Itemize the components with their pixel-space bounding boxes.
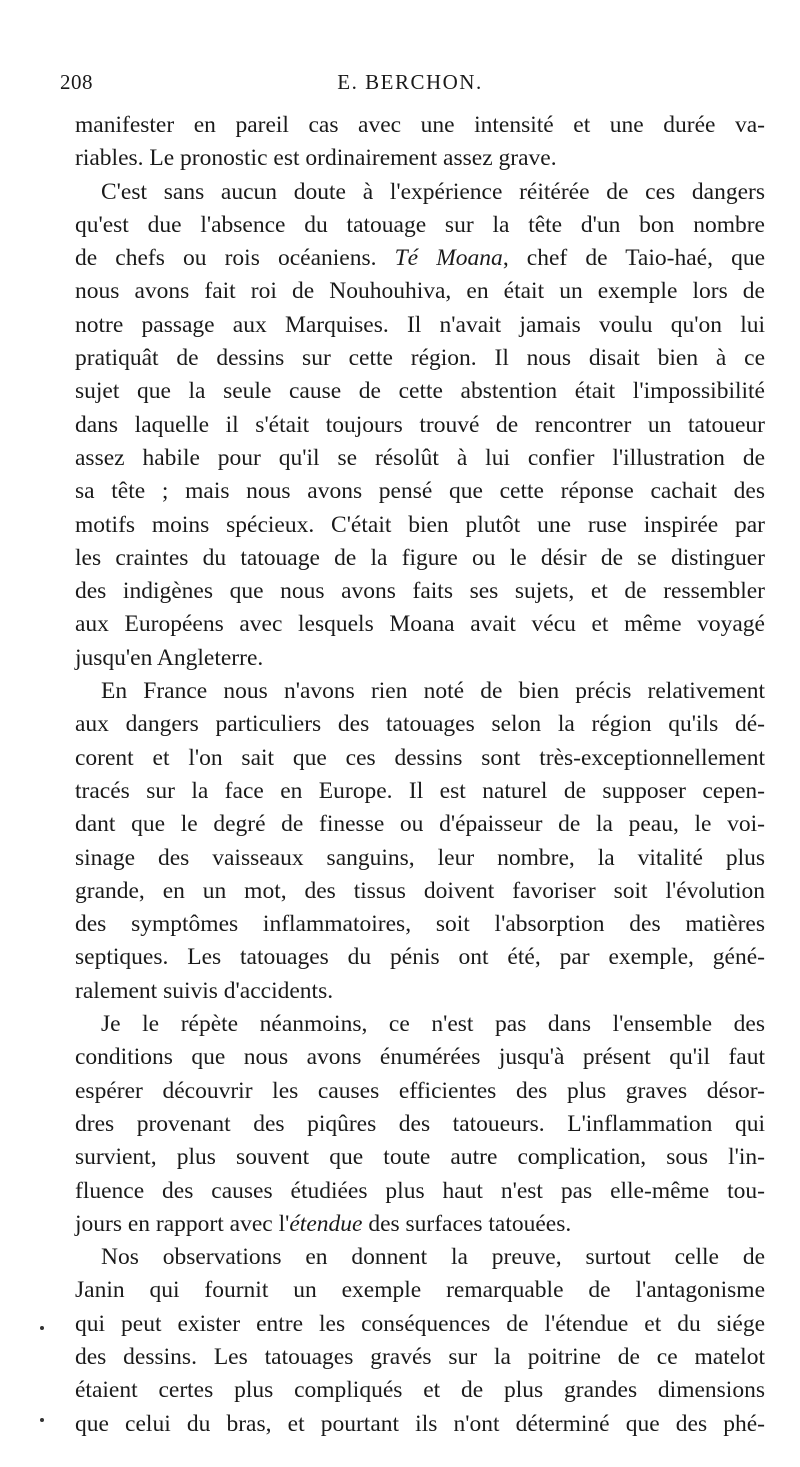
text-line: corent et l'on sait que ces dessins sont très-exceptionnellement [75,744,765,771]
text-line: pratiquât de dessins sur cette région. Il nous disait bien à ce [75,345,765,372]
text-line: étaient certes plus compliqués et de plus grandes dimensions [75,1377,765,1404]
text-line: de chefs ou rois océaniens. Té Moana, chef de Taio-haé, que [75,245,766,272]
text-line: manifester en pareil cas avec une intensité et une durée va- [75,112,765,138]
text-line: aux Européens avec lesquels Moana avait vécu et même voyagé [75,611,765,638]
text-line: tracés sur la face en Europe. Il est naturel de supposer cepen- [75,777,765,804]
running-title: E. BERCHON. [337,70,483,94]
text-line: que celui du bras, et pourtant ils n'ont déterminé que des phé- [75,1410,765,1437]
text-line: Janin qui fournit un exemple remarquable de l'antagonisme [75,1277,765,1304]
text-line: nous avons fait roi de Nouhouhiva, en était un exemple lors de [75,278,765,305]
text-line: En France nous n'avons rien noté de bien précis relativement [101,678,765,705]
text-line: riables. Le pronostic est ordinairement assez grave. [75,145,557,172]
margin-dot [40,1326,44,1330]
margin-dot [40,1418,44,1422]
text-line: assez habile pour qu'il se résolût à lui confier l'illustration de [75,444,765,471]
text-line: espérer découvrir les causes efficientes des plus graves désor- [75,1077,765,1104]
text-line: des dessins. Les tatouages gravés sur la poitrine de ce matelot [75,1343,765,1370]
text-line: sa tête ; mais nous avons pensé que cette réponse cachait des [75,478,765,505]
text-line: des symptômes inflammatoires, soit l'absorption des matières [75,911,765,938]
text-line: grande, en un mot, des tissus doivent favoriser soit l'évolution [75,877,765,904]
text-line: qui peut exister entre les conséquences de l'étendue et du siége [75,1310,765,1337]
text-line: dres provenant des piqûres des tatoueurs. L'inflammation qui [75,1110,765,1137]
text-line: ralement suivis d'accidents. [75,977,334,1004]
text-line: sujet que la seule cause de cette abstention était l'impossibilité [75,378,765,405]
text-line: conditions que nous avons énumérées jusqu'à présent qu'il faut [75,1044,765,1071]
text-line: dant que le degré de finesse ou d'épaisseur de la peau, le voi- [75,811,765,838]
body-text [75,109,765,1441]
text-line: sinage des vaisseaux sanguins, leur nombre, la vitalité plus [75,844,765,871]
text-line: aux dangers particuliers des tatouages selon la région qu'ils dé- [75,711,765,738]
text-line: les craintes du tatouage de la figure ou le désir de se distinguer [75,544,765,571]
text-line: notre passage aux Marquises. Il n'avait jamais voulu qu'on lui [75,311,765,338]
text-line: Nos observations en donnent la preuve, surtout celle de [101,1244,765,1271]
text-line: jours en rapport avec l'étendue des surfaces tatouées. [75,1210,572,1237]
text-line: dans laquelle il s'était toujours trouvé de rencontrer un tatoueur [75,411,765,438]
page-number: 208 [60,70,93,94]
text-line: septiques. Les tatouages du pénis ont été, par exemple, géné- [75,944,765,971]
text-line: survient, plus souvent que toute autre complication, sous l'in- [75,1144,765,1171]
text-line: des indigènes que nous avons faits ses sujets, et de ressembler [75,578,765,605]
text-line: qu'est due l'absence du tatouage sur la tête d'un bon nombre [75,211,765,238]
text-line: Je le répète néanmoins, ce n'est pas dans l'ensemble des [101,1011,765,1038]
text-line: jusqu'en Angleterre. [75,644,264,671]
text-line: fluence des causes étudiées plus haut n'est pas elle-même tou- [75,1177,765,1204]
running-head [60,70,760,100]
text-line: C'est sans aucun doute à l'expérience réitérée de ces dangers [101,178,765,205]
text-line: motifs moins spécieux. C'était bien plutôt une ruse inspirée par [75,511,765,538]
